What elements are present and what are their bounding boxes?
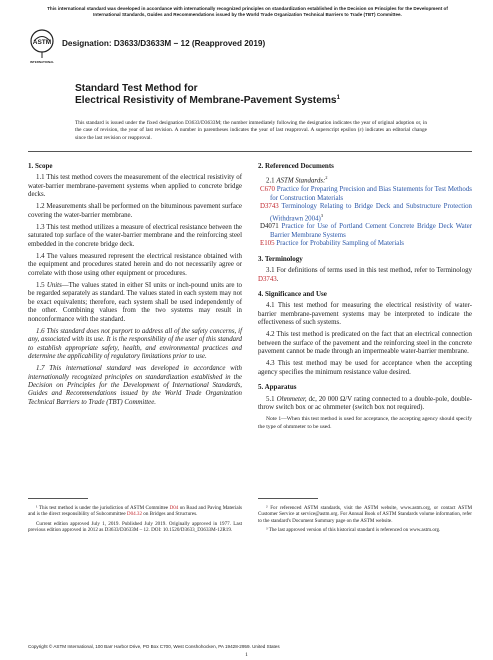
para-5-1-label: 5.1: [266, 395, 277, 403]
committee-link-d04[interactable]: D04: [169, 505, 179, 511]
para-1-5-italic: Units: [46, 281, 62, 289]
fn1-text-c: on Bridges and Structures.: [142, 511, 198, 518]
top-notice: This international standard was developed in accordance with internationally recognized principles on standardization established in the Decision on Principles for the Development of International Standards, Guides and Recommendations issued by the World Trade Organization Technical Barriers to Trade (TBT) Committee.: [47, 6, 448, 17]
fn1-text-b: on Road and Paving Materials and is the direct responsibility of Subcommittee: [28, 505, 242, 518]
refdocs-heading: 2. Referenced Documents: [258, 162, 334, 170]
title-footnote-ref: 1: [336, 95, 340, 101]
para-1-4: 1.4 The values measured represent the electrical resistance obtained with the equipment and procedures stated herein and do not necessarily agree or correlate with those using other equipment or procedures.: [28, 252, 242, 277]
right-column: [258, 162, 472, 434]
svg-text:ASTM: ASTM: [32, 39, 52, 46]
footnotes-right: [258, 498, 472, 536]
para-1-7: 1.7 This international standard was developed in accordance with internationally recognized principles on standardization established in the Decision on Principles for the Development of International Standards, Guides and Recommendations issued by the World Trade Organization Technical Barriers to Trade (TBT) Committee.: [28, 365, 242, 406]
scope-heading: 1. Scope: [28, 162, 53, 170]
designation: Designation: D3633/D3633M − 12 (Reapproved 2019): [62, 39, 266, 48]
ref-code-d3743[interactable]: D3743: [260, 203, 279, 211]
ref-item[interactable]: [258, 186, 472, 203]
footnote-2: ² For referenced ASTM standards, visit the ASTM website, www.astm.org, or contact ASTM Customer Service at service@astm.org. For Annual Book of ASTM Standards volume information, refer to the standard's Document Summary page on the ASTM website.: [258, 505, 472, 524]
apparatus-heading: 5. Apparatus: [258, 383, 297, 392]
para-4-2: 4.2 This test method is predicated on the fact that an electrical connection between the surface of the pavement and the reinforcing steel in the concrete pavement cannot be made through an impermeable water-barrier membrane.: [258, 331, 472, 356]
para-2-1-sup: 2: [325, 175, 328, 181]
para-2-1-italic: ASTM Standards:: [276, 177, 326, 185]
ref-sup: 3: [320, 212, 324, 218]
para-1-5-label: 1.5: [36, 281, 47, 289]
para-3-1-text: 3.1 For definitions of terms used in this test method, refer to Terminology: [266, 267, 472, 275]
title-line-2: [75, 95, 340, 106]
significance-heading: 4. Significance and Use: [258, 290, 327, 299]
para-1-1: 1.1 This test method covers the measurement of the electrical resistivity of water-barrier membrane-pavement systems when applied to concrete bridge decks.: [28, 174, 242, 199]
page-number: 1: [245, 652, 248, 658]
ref-title[interactable]: Practice for Use of Portland Cement Concrete Bridge Deck Water Barrier Membrane Systems: [270, 223, 472, 239]
ref-code-e105[interactable]: E105: [260, 240, 275, 248]
para-4-1: 4.1 This test method for measuring the electrical resistivity of water-barrier membrane-pavement systems may be interpreted to indicate the effectiveness of such systems.: [258, 302, 472, 327]
footnote-divider: [28, 498, 88, 499]
fn1-text-a: ¹ This test method is under the jurisdiction of ASTM Committee: [36, 505, 170, 511]
header-divider: [28, 151, 472, 152]
ref-code-d4071[interactable]: D4071: [260, 223, 279, 231]
title-line-1: Standard Test Method for: [75, 83, 198, 94]
ref-item[interactable]: [258, 203, 472, 223]
left-column: [28, 162, 242, 411]
logo-text: INTERNATIONAL: [30, 60, 54, 64]
note-1: Note 1—When this test method is used for acceptance, the accepting agency should specify the type of ohmmeter to be used.: [258, 416, 472, 430]
copyright: Copyright © ASTM International, 100 Barr Harbor Drive, PO Box C700, West Conshohocken, PA 19428-2959. United States: [28, 644, 280, 649]
footnote-divider: [258, 498, 318, 499]
para-5-1-text: dc, 20 000 Ω/V rating connected to a double-pole, double-throw switch box or ac ohmmeter (switch box not required).: [258, 395, 472, 412]
para-3-1-end: .: [276, 275, 279, 283]
astm-logo-icon: [30, 28, 54, 66]
para-1-3: 1.3 This test method utilizes a measure of electrical resistance between the saturated top surface of the water-barrier membrane and the reinforcing steel embedded in the concrete bridge deck.: [28, 223, 242, 248]
ref-title[interactable]: Practice for Preparing Precision and Bias Statements for Test Methods for Construction Materials: [270, 186, 472, 202]
para-3-1: [258, 267, 472, 284]
para-1-5: [28, 282, 242, 324]
title-main: Electrical Resistivity of Membrane-Pavement Systems: [75, 95, 337, 106]
para-2-1-label: 2.1: [266, 177, 277, 185]
intro-paragraph: This standard is issued under the fixed designation D3633/D3633M; the number immediately following the designation indicates the year of original adoption or, in the case of revision, the year of last revision. A number in parentheses indicates the year of last reapproval. A superscript epsilon (ε) indicates an editorial change since the last revision or reapproval.: [75, 120, 427, 141]
para-2-1: [258, 174, 472, 186]
subcommittee-link-d0432[interactable]: D04.32: [126, 511, 143, 518]
ref-title[interactable]: Practice for Probability Sampling of Materials: [276, 240, 404, 248]
para-1-2: 1.2 Measurements shall be performed on the bituminous pavement surface covering the water-barrier membrane.: [28, 203, 242, 219]
para-1-5-text: —The values stated in either SI units or inch-pound units are to be regarded separately as standard. The values stated in each system may not be exact equivalents; therefore, each system shall be used independently of the other. Combining values from the two systems may result in nonconformance with the standard.: [28, 281, 242, 323]
para-5-1: [258, 396, 472, 413]
ref-title[interactable]: Terminology Relating to Bridge Deck and Substructure Protection (Withdrawn 2004): [270, 203, 473, 222]
footnote-1: [28, 505, 242, 518]
terminology-heading: 3. Terminology: [258, 254, 303, 263]
ref-item[interactable]: [258, 223, 472, 240]
terminology-link-d3743[interactable]: D3743: [258, 275, 277, 283]
footnote-1-edition: Current edition approved July 1, 2019. Published July 2019. Originally approved in 1977. Last previous edition approved in 2012 as D3633/D3633M – 12. DOI: 10.1520/D3633_D3633M-12R19.: [28, 520, 242, 533]
footnotes-left: [28, 498, 242, 536]
footnote-3: ³ The last approved version of this historical standard is referenced on www.astm.org.: [266, 526, 441, 533]
ref-item[interactable]: [258, 240, 472, 248]
ref-code-c670[interactable]: C670: [260, 186, 275, 194]
para-4-3: 4.3 This test method may be used for acceptance when the accepting agency specifies the minimum resistance value desired.: [258, 360, 472, 376]
para-5-1-italic: Ohmmeter,: [276, 395, 307, 403]
para-1-6: 1.6 This standard does not purport to address all of the safety concerns, if any, associated with its use. It is the responsibility of the user of this standard to establish appropriate safety, health, and environmental practices and determine the applicability of regulatory limitations prior to use.: [28, 327, 242, 361]
